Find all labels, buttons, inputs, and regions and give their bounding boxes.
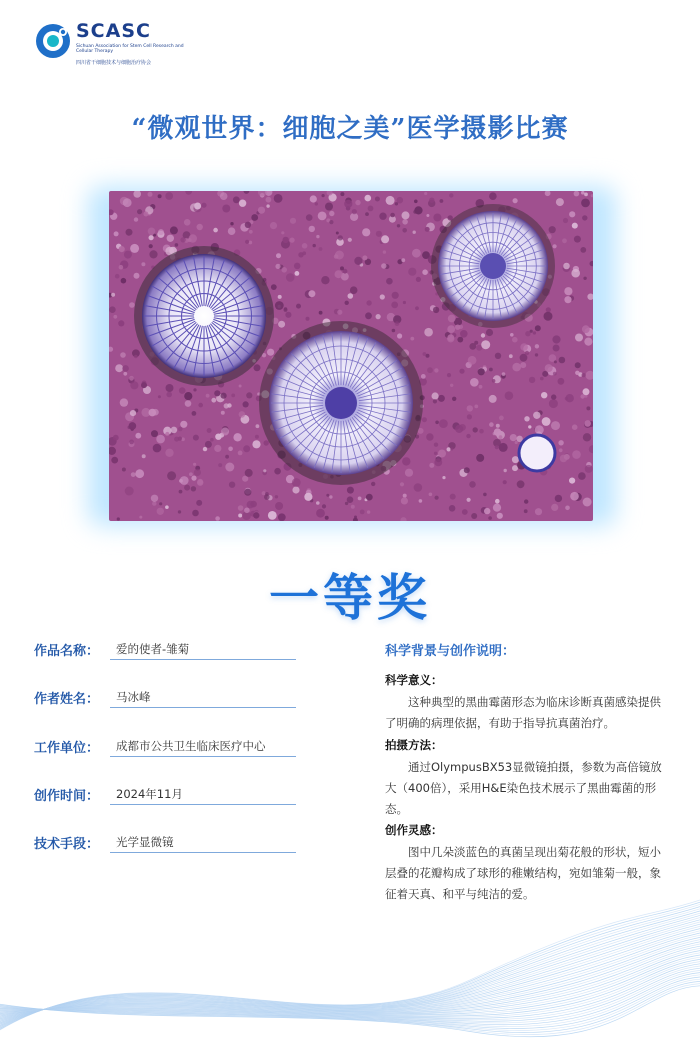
info-underline bbox=[110, 852, 296, 853]
info-label: 作品名称： bbox=[34, 644, 100, 659]
section-significance bbox=[385, 672, 670, 734]
section-body: 图中几朵淡蓝色的真菌呈现出菊花般的形状，短小层叠的花瓣构成了球形的稚嫩结构，宛如雏菊一般，象征着天真、和平与纯洁的爱。 bbox=[385, 845, 661, 901]
info-row-technique bbox=[34, 833, 296, 853]
logo-mark-icon bbox=[34, 22, 72, 60]
logo-name: SCASC bbox=[76, 20, 151, 42]
info-value: 光学显微镜 bbox=[116, 835, 174, 849]
section-title: 拍摄方法： bbox=[385, 738, 443, 752]
rosette-top-right bbox=[431, 204, 555, 328]
info-label: 工作单位： bbox=[34, 741, 100, 756]
rosette-left bbox=[134, 246, 274, 386]
section-title: 科学意义： bbox=[385, 673, 443, 687]
info-underline bbox=[110, 707, 296, 708]
info-label: 作者姓名： bbox=[34, 692, 100, 707]
info-value: 成都市公共卫生临床医疗中心 bbox=[116, 739, 266, 753]
logo-english-name: Sichuan Association for Stem Cell Research and Cellular Therapy bbox=[76, 44, 184, 54]
micrograph-drawing bbox=[109, 191, 593, 521]
info-row-author bbox=[34, 688, 296, 708]
science-heading: 科学背景与创作说明： bbox=[385, 644, 516, 659]
micrograph-image bbox=[109, 191, 593, 521]
info-label: 创作时间： bbox=[34, 789, 100, 804]
info-row-organization bbox=[34, 737, 296, 757]
rosette-center bbox=[259, 321, 423, 485]
info-underline bbox=[110, 756, 296, 757]
info-value: 2024年11月 bbox=[116, 787, 183, 801]
section-body: 通过OlympusBX53显微镜拍摄，参数为高倍镜放大（400倍），采用H&E染色技术展示了黑曲霉菌的形态。 bbox=[385, 760, 662, 816]
info-row-date bbox=[34, 785, 296, 805]
competition-title: “微观世界：细胞之美”医学摄影比赛 bbox=[131, 114, 569, 144]
section-method bbox=[385, 737, 670, 820]
info-row-work-title bbox=[34, 640, 296, 660]
section-title: 创作灵感： bbox=[385, 823, 443, 837]
section-body: 这种典型的黑曲霉菌形态为临床诊断真菌感染提供了明确的病理依据，有助于指导抗真菌治疗。 bbox=[385, 695, 661, 730]
info-underline bbox=[110, 659, 296, 660]
scasc-logo bbox=[34, 20, 234, 64]
decorative-waves bbox=[0, 880, 700, 1050]
logo-chinese-name: 四川省干细胞技术与细胞治疗协会 bbox=[76, 60, 152, 66]
info-label: 技术手段： bbox=[34, 837, 100, 852]
award-level: 一等奖 bbox=[269, 568, 431, 627]
info-value: 马冰峰 bbox=[116, 690, 151, 704]
small-vesicle bbox=[519, 435, 555, 471]
info-underline bbox=[110, 804, 296, 805]
info-value: 爱的使者-雏菊 bbox=[116, 642, 190, 656]
